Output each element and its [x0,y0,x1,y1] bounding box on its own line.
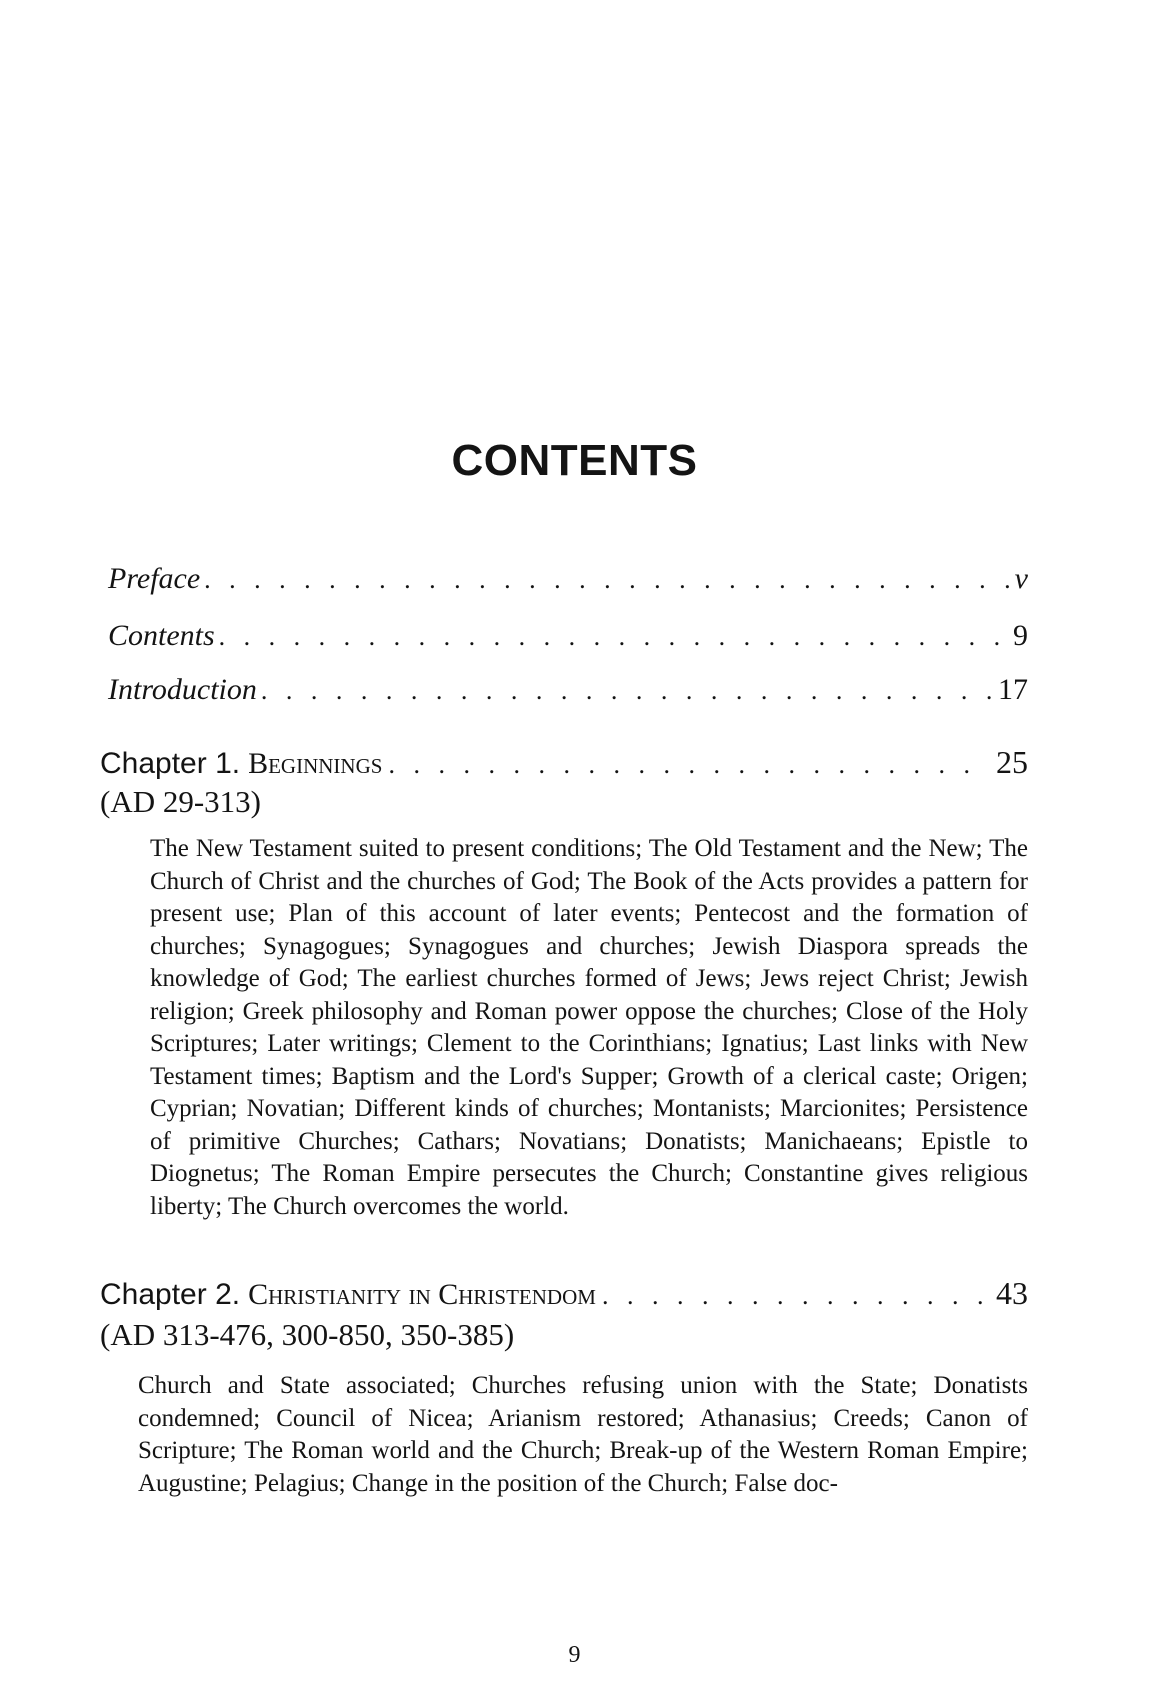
chapter-title: Beginnings [248,747,383,780]
contents-heading: CONTENTS [451,436,698,485]
dot-leader [261,676,992,706]
dates-prefix: (AD [100,1317,156,1352]
toc-entry-page: 17 [998,673,1028,706]
toc-entry-page: v [1014,562,1028,595]
toc-chapter-2 [100,1275,1028,1312]
dot-leader [219,622,1007,652]
toc-entry-introduction [108,673,1028,707]
chapter-title: Christianity in Christendom [248,1278,596,1311]
chapter-label: Chapter 1. [100,747,241,780]
toc-entry-contents [108,619,1028,653]
chapter-label: Chapter 2. [100,1278,241,1311]
dot-leader [204,565,1009,595]
toc-entry-preface [108,562,1028,596]
chapter-page: 25 [996,744,1028,780]
dates-prefix: (AD [100,784,156,819]
toc-entry-title: Preface [108,562,201,595]
dates-range: 313-476, 300-850, 350-385) [162,1317,515,1352]
chapter-2-dates [100,1317,514,1353]
chapter-2-summary: Church and State associated; Churches refusing union with the State; Donatists condemned; Council of Nicea; Arianism restored; Athanasius; Creeds; Canon of Scripture; The Roman world and the Church; Break-up of the Western Roman Empire; Augustine; Pelagius; Change in the position of the Church; False doc- [138,1372,1028,1497]
chapter-1-summary: The New Testament suited to present conditions; The Old Testament and the New; The Church of Christ and the churches of God; The Book of the Acts provides a pattern for present use; Plan of this account of later events; Pentecost and the formation of churches; Synagogues; Synagogues and churches; Jewish Diaspora spreads the knowledge of God; The earliest churches formed of Jews; Jews reject Christ; Jewish religion; Greek philosophy and Roman power oppose the churches; Close of the Holy Scriptures; Later writings; Clement to the Corinthians; Ignatius; Last links with New Testament times; Baptism and the Lord's Supper; Growth of a clerical caste; Origen; Cyprian; Novatian; Different kinds of churches; Montanists; Marcionites; Persistence of primitive Churches; Cathars; Novatians; Donatists; Manichaeans; Epistle to Diognetus; The Roman Empire persecutes the Church; Constantine gives religious liberty; The Church overcomes the world. [150,835,1028,1220]
toc-entry-title: Contents [108,619,215,652]
dot-leader [602,1281,990,1311]
toc-chapter-1 [100,744,1028,781]
dates-range: 29-313) [162,784,262,819]
dot-leader [388,750,990,780]
chapter-page: 43 [996,1275,1028,1311]
toc-entry-title: Introduction [108,673,257,706]
chapter-1-dates [100,784,261,820]
toc-entry-page: 9 [1013,619,1028,652]
page-number: 9 [568,1642,581,1668]
